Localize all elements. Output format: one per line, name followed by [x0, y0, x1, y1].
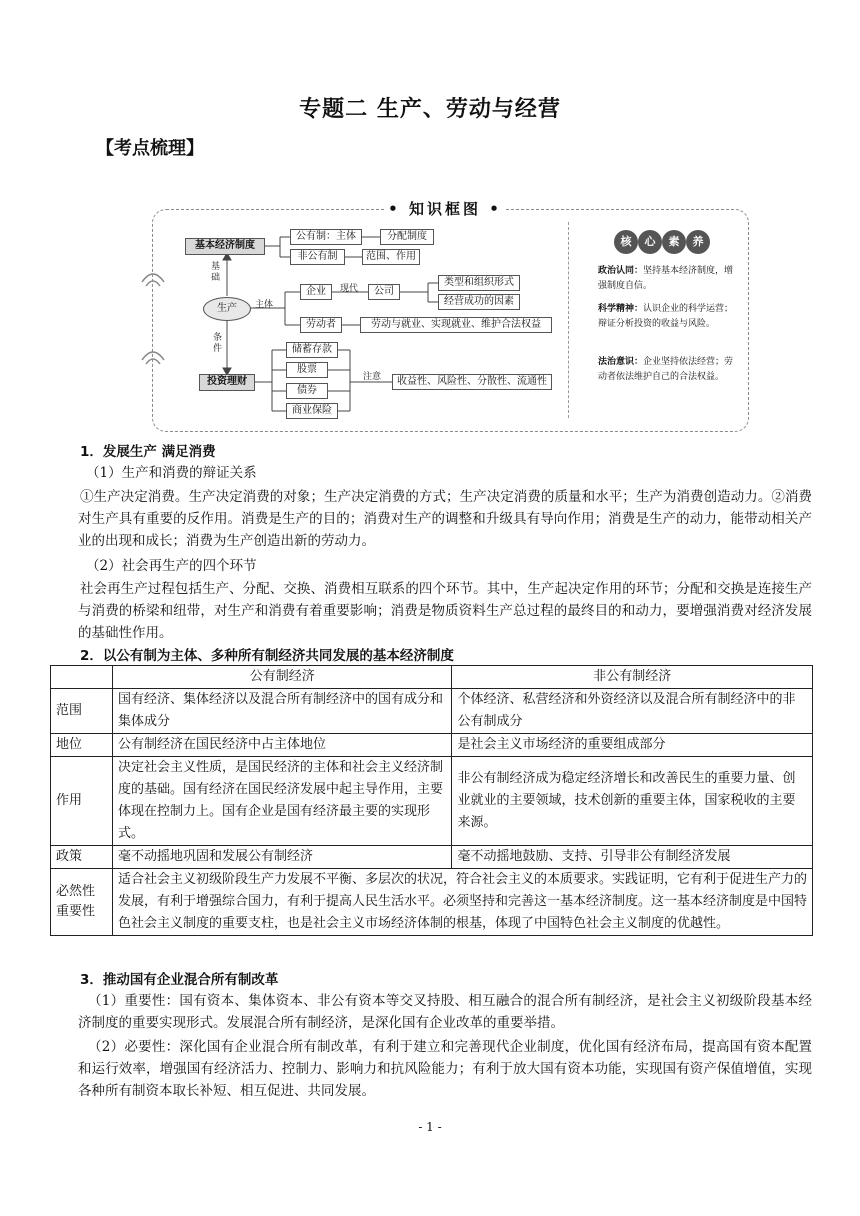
core-badge-2: 心	[638, 230, 662, 254]
row-label: 地位	[51, 734, 113, 757]
core-item-text: 坚持基本经济制度，增强制度自信。	[598, 266, 734, 291]
table-cell: 毫不动摇地鼓励、支持、引导非公有制经济发展	[452, 846, 813, 869]
row-label: 范围	[51, 689, 113, 734]
core-item-law	[598, 355, 738, 385]
table-header-cell: 非公有制经济	[452, 666, 813, 689]
core-item-political	[598, 264, 738, 294]
dot-icon: •	[489, 200, 502, 218]
table-cell-merged: 适合社会主义初级阶段生产力发展不平衡、多层次的状况，符合社会主义的本质要求。实践证明，它有利于促进生产力的发展，有利于增强综合国力，有利于提高人民生活水平。必须坚持和完善这一基本经济制度。这一基本经济制度是中国特色社会主义制度的重要支柱，也是社会主义市场经济体制的根基，体现了中国特色社会主义制度的优越性。	[112, 869, 812, 936]
paragraph-1-1: ①生产决定消费。生产决定消费的对象；生产决定消费的方式；生产决定消费的质量和水平；生产为消费创造动力。②消费对生产具有重要的反作用。消费是生产的目的；消费对生产的调整和升级具有导向作用；消费是生产的动力，能带动相关产业的出现和成长；消费为生产创造出新的劳动力。	[78, 489, 812, 549]
core-item-head: 科学精神：	[598, 304, 644, 314]
label-modern: 现代	[340, 284, 359, 294]
document-title: 专题二 生产、劳动与经营	[299, 97, 561, 122]
paragraph-3-2: （2）必要性：深化国有企业混合所有制改革，有利于建立和完善现代企业制度，优化国有经济布局，提高国有资本配置和运行效率，增强国有经济活力、控制力、影响力和抗风险能力；有利于放大国有资本功能，实现国有资产保值增值，实现各种所有制资本取长补短、相互促进、共同发展。	[78, 1039, 812, 1099]
label-attention: 注意	[363, 372, 382, 382]
node-scope: 范围、作用	[362, 249, 420, 265]
label-subject: 主体	[255, 300, 274, 310]
core-item-text: 认识企业的科学运营；辩证分析投资的收益与风险。	[598, 304, 734, 329]
core-item-text: 企业坚持依法经营；劳动者依法维护自己的合法权益。	[598, 357, 734, 382]
node-bonds: 债券	[286, 383, 328, 399]
diagram-header-text: 知识框图	[408, 200, 481, 218]
heading-3: 3．推动国有企业混合所有制改革	[80, 972, 279, 988]
node-success: 经营成功的因素	[438, 294, 520, 310]
node-insurance: 商业保险	[286, 403, 338, 419]
table-cell: 非公有制经济成为稳定经济增长和改善民生的重要力量、创业就业的主要领域，技术创新的重要主体，国家税收的主要来源。	[452, 757, 813, 846]
core-badge-4: 养	[686, 230, 710, 254]
table-cell: 国有经济、集体经济以及混合所有制经济中的国有成分和集体成分	[112, 689, 452, 734]
table-row	[51, 689, 813, 734]
node-laborer: 劳动者	[300, 317, 342, 333]
section-heading: 【考点梳理】	[96, 138, 204, 159]
label-condition: 条件	[213, 333, 223, 354]
page-number: - 1 -	[418, 1120, 442, 1134]
table-row	[51, 869, 813, 936]
table-cell: 决定社会主义性质，是国民经济的主体和社会主义经济制度的基础。国有经济在国民经济发展中起主导作用，主要体现在控制力上。国有企业是国有经济最主要的实现形式。	[112, 757, 452, 846]
table-row	[51, 846, 813, 869]
node-company: 公司	[368, 284, 400, 300]
heading-2: 2．以公有制为主体、多种所有制经济共同发展的基本经济制度	[80, 648, 454, 664]
node-basic-system: 基本经济制度	[185, 238, 265, 255]
node-properties: 收益性、风险性、分散性、流通性	[392, 374, 552, 390]
table-row	[51, 734, 813, 757]
node-enterprise: 企业	[300, 284, 332, 300]
dot-icon: •	[388, 200, 401, 218]
node-types: 类型和组织形式	[438, 275, 520, 291]
node-labor-rights: 劳动与就业、实现就业、维护合法权益	[360, 317, 552, 333]
subheading-1-1: （1）生产和消费的辩证关系	[86, 465, 257, 481]
node-deposit: 储蓄存款	[286, 342, 338, 358]
table-cell: 毫不动摇地巩固和发展公有制经济	[112, 846, 452, 869]
core-item-science	[598, 302, 738, 332]
row-label: 政策	[51, 846, 113, 869]
core-badge-1: 核	[614, 230, 638, 254]
node-public: 公有制：主体	[290, 229, 362, 245]
node-investment: 投资理财	[199, 374, 255, 391]
table-cell: 是社会主义市场经济的重要组成部分	[452, 734, 813, 757]
node-nonpublic: 非公有制	[290, 249, 345, 265]
paragraph-3-1: （1）重要性：国有资本、集体资本、非公有资本等交叉持股、相互融合的混合所有制经济，是社会主义初级阶段基本经济制度的重要实现形式。发展混合所有制经济，是深化国有企业改革的重要举措。	[78, 993, 812, 1031]
node-distribution: 分配制度	[380, 229, 434, 245]
table-cell: 个体经济、私营经济和外资经济以及混合所有制经济中的非公有制成分	[452, 689, 813, 734]
row-label: 必然性重要性	[51, 869, 113, 936]
table-header-row	[51, 666, 813, 689]
subheading-1-2: （2）社会再生产的四个环节	[86, 558, 257, 574]
node-production: 生产	[203, 297, 251, 321]
table-cell: 公有制经济在国民经济中占主体地位	[112, 734, 452, 757]
row-label: 作用	[51, 757, 113, 846]
table-row	[51, 757, 813, 846]
ownership-table	[50, 665, 813, 936]
node-stocks: 股票	[286, 362, 328, 378]
heading-1: 1．发展生产 满足消费	[80, 444, 216, 460]
label-foundation: 基础	[211, 262, 221, 283]
core-item-head: 法治意识：	[598, 357, 644, 367]
paragraph-1-2: 社会再生产过程包括生产、分配、交换、消费相互联系的四个环节。其中，生产起决定作用的环节；分配和交换是连接生产与消费的桥梁和纽带，对生产和消费有着重要影响；消费是物质资料生产总过程的最终目的和动力，要增强消费对经济发展的基础性作用。	[78, 581, 812, 641]
core-item-head: 政治认同：	[598, 266, 644, 276]
core-badge-3: 素	[662, 230, 686, 254]
table-header-cell	[51, 666, 113, 689]
table-header-cell: 公有制经济	[112, 666, 452, 689]
